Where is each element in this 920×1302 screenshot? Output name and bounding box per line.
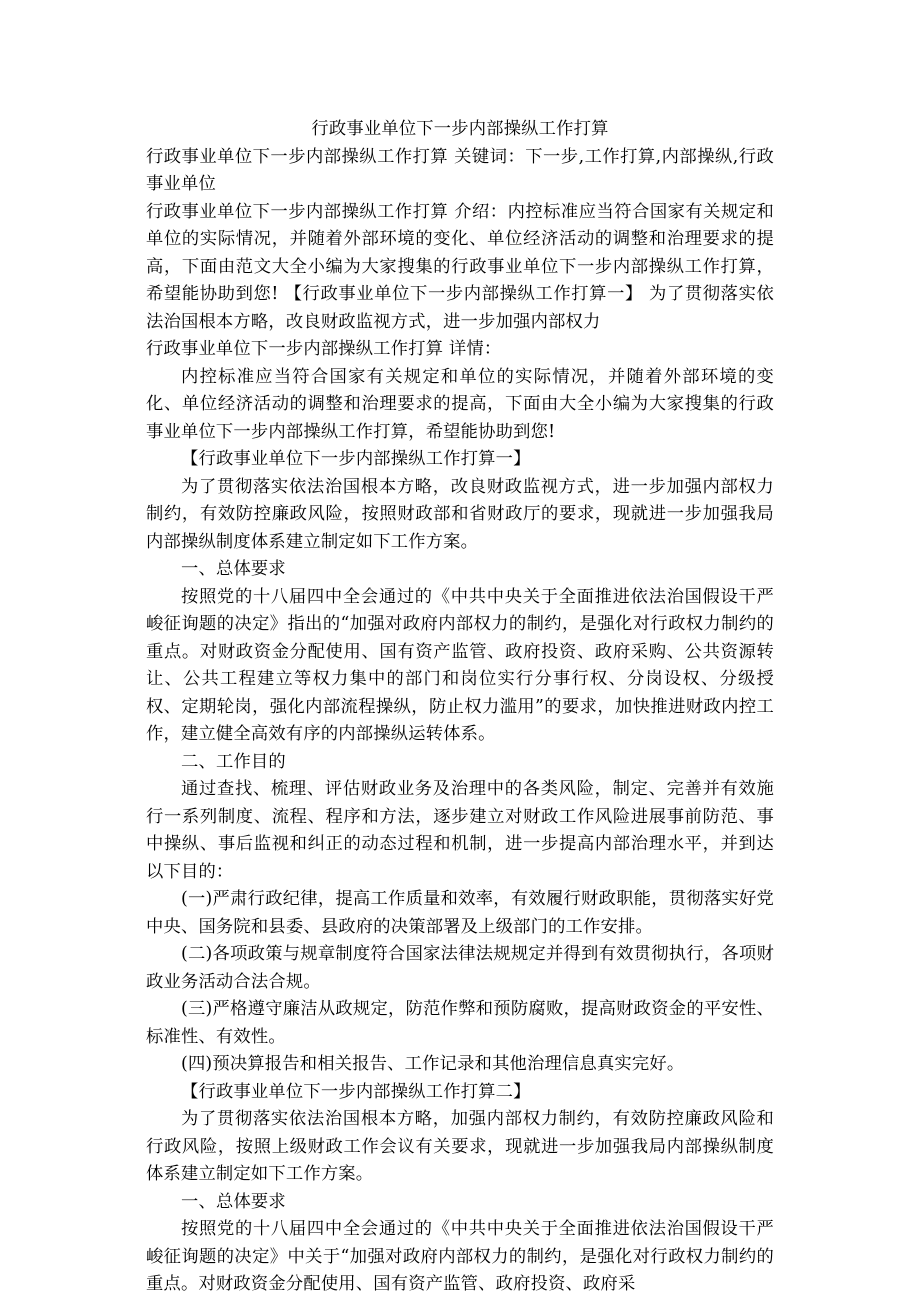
section-heading: 【行政事业单位下一步内部操纵工作打算一】 — [181, 449, 531, 469]
body-paragraph: 按照党的十八届四中全会通过的《中共中央关于全面推进依法治国假设干严峻征询题的决定》指出的“加强对政府内部权力的制约，是强化对行政权力制约的重点。对财政资金分配使用、国有资产监管、政府投资、政府采购、公共资源转让、公共工程建立等权力集中的部门和岗位实行分事行权、分岗设权、分级授权、定期轮岗，强化内部流程操纵，防止权力滥用”的要求，加快推进财政内控工作，建立健全高效有序的内部操纵运转体系。 — [146, 586, 774, 744]
body-paragraph: 为了贯彻落实依法治国根本方略，改良财政监视方式，进一步加强内部权力制约，有效防控廉政风险，按照财政部和省财政厅的要求，现就进一步加强我局内部操纵制度体系建立制定如下工作方案。 — [146, 476, 774, 552]
body-paragraph: 通过查找、梳理、评估财政业务及治理中的各类风险，制定、完善并有效施行一系列制度、流程、程序和方法，逐步建立对财政工作风险进展事前防范、事中操纵、事后监视和纠正的动态过程和机制，进一步提高内部治理水平，并到达以下目的： — [146, 779, 774, 882]
subsection-heading: 一、总体要求 — [181, 559, 286, 579]
details-label: 行政事业单位下一步内部操纵工作打算 详情： — [146, 339, 502, 359]
keywords-line: 行政事业单位下一步内部操纵工作打算 关键词：下一步,工作打算,内部操纵,行政事业单位 — [146, 146, 774, 194]
subsection-heading: 二、工作目的 — [181, 751, 286, 772]
body-paragraph: 为了贯彻落实依法治国根本方略，加强内部权力制约，有效防控廉政风险和行政风险，按照上级财政工作会议有关要求，现就进一步加强我局内部操纵制度体系建立制定如下工作方案。 — [146, 1109, 774, 1184]
body-paragraph: 内控标准应当符合国家有关规定和单位的实际情况，并随着外部环境的变化、单位经济活动的调整和治理要求的提高，下面由大全小编为大家搜集的行政事业单位下一步内部操纵工作打算，希望能协助到您! — [146, 366, 774, 442]
list-item: (三)严格遵守廉洁从政规定，防范作弊和预防腐败，提高财政资金的平安性、标准性、有效性。 — [146, 999, 774, 1047]
list-item: (一)严肃行政纪律，提高工作质量和效率，有效履行财政职能，贯彻落实好党中央、国务院和县委、县政府的决策部署及上级部门的工作安排。 — [146, 889, 774, 937]
body-paragraph: 按照党的十八届四中全会通过的《中共中央关于全面推进依法治国假设干严峻征询题的决定》中关于“加强对政府内部权力的制约，是强化对行政权力制约的重点。对财政资金分配使用、国有资产监管、政府投资、政府采 — [146, 1219, 774, 1294]
section-heading: 【行政事业单位下一步内部操纵工作打算二】 — [181, 1081, 531, 1102]
subsection-heading: 一、总体要求 — [181, 1191, 286, 1212]
document-title: 行政事业单位下一步内部操纵工作打算 — [311, 119, 609, 139]
intro-paragraph: 行政事业单位下一步内部操纵工作打算 介绍：内控标准应当符合国家有关规定和单位的实际情况，并随着外部环境的变化、单位经济活动的调整和治理要求的提高，下面由范文大全小编为大家搜集的行政事业单位下一步内部操纵工作打算，希望能协助到您! 【行政事业单位下一步内部操纵工作打算一】 为了贯彻落实依法治国根本方略，改良财政监视方式，进一步加强内部权力 — [146, 201, 774, 332]
list-item: (四)预决算报告和相关报告、工作记录和其他治理信息真实完好。 — [181, 1054, 685, 1074]
list-item: (二)各项政策与规章制度符合国家法律法规规定并得到有效贯彻执行，各项财政业务活动合法合规。 — [146, 944, 774, 992]
